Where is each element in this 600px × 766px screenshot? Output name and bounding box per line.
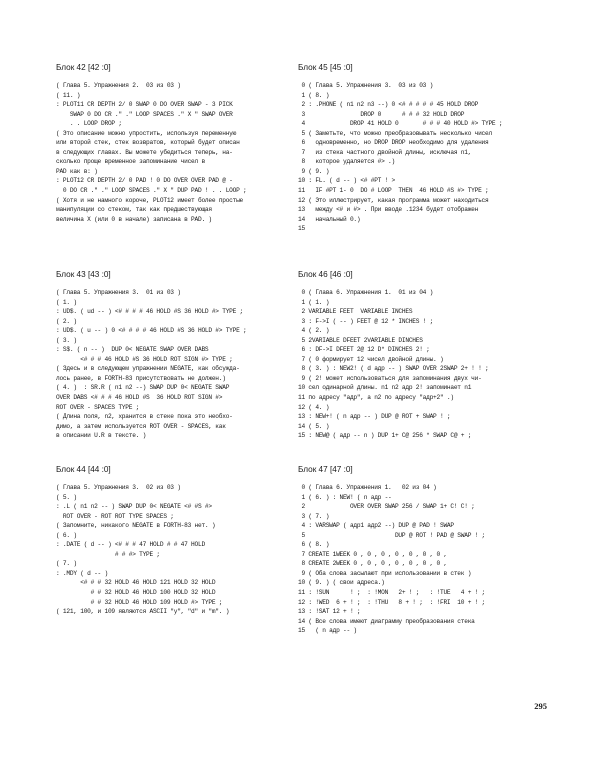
code-line: 10 : FL. ( d -- ) <# #PT ! > <box>298 177 395 185</box>
code-line: ( Здесь и в следующем упражнении NEGATE, как обсужда- <box>56 365 240 373</box>
code-line: 3 DROP 0 # # # 32 HOLD DROP <box>298 110 465 118</box>
code-line: 0 ( Глава 5. Упражнения 3. 03 из 03 ) <box>298 82 434 89</box>
code-line: 8 CREATE 2WEEK 0 , 0 , 0 , 0 , 0 , 0 , 0 , <box>298 560 447 568</box>
block-title: Блок 43 [43 :0] <box>56 270 111 279</box>
code-line: 7 CREATE 1WEEK 0 , 0 , 0 , 0 , 0 , 0 , 0 , <box>298 550 447 558</box>
screen-block-45 <box>298 62 556 234</box>
code-line: . . LOOP DROP ; <box>56 120 122 128</box>
code-line: 15 : NEW@ ( адр -- n ) DUP 1+ C@ 256 * SWAP C@ + ; <box>298 432 472 440</box>
code-line: 15 <box>298 225 305 233</box>
code-line: ( 2. ) <box>56 317 77 325</box>
block-lines <box>56 81 314 224</box>
code-line: 4 ( 2. ) <box>298 327 330 335</box>
block-lines <box>56 483 314 617</box>
code-line: 0 ( Глава 6. Упражнения 1. 02 из 04 ) <box>298 484 437 491</box>
code-line: <# # # 32 HOLD 46 HOLD 121 HOLD 32 HOLD <box>56 579 216 587</box>
code-line: 6 ( 8. ) <box>298 541 330 549</box>
code-line: : PLOT12 CR DEPTH 2/ 0 PAD ! 0 DO OVER OVER PAD @ - <box>56 177 233 185</box>
code-line: 13 между <# и #> . При вводе .1234 будет отображен <box>298 206 479 214</box>
code-line: 5 ( Заметьте, что можно преобразовывать несколько чисел <box>298 129 492 137</box>
block-lines <box>298 483 556 636</box>
code-line: лось ранее, в FORTH-83 присутствовать не должен.) <box>56 374 226 382</box>
code-line: # # 32 HOLD 46 HOLD 100 HOLD 32 HOLD <box>56 589 216 597</box>
code-line: 7 ( 0 формирует 12 чисел двойной длины. ) <box>298 355 444 363</box>
code-line: 11 по адресу "адр", а n2 по адресу "адр+2" .) <box>298 394 454 402</box>
code-line: 1 ( 8. ) <box>298 91 330 99</box>
block-lines <box>298 81 556 234</box>
code-line: 9 ( Оба слова засылают при использовании в стек ) <box>298 569 472 577</box>
code-line: : S$. ( n -- ) DUP 0< NEGATE SWAP OVER DABS <box>56 346 209 354</box>
code-line: 12 ( Это иллюстрирует, какая программа может находиться <box>298 196 489 204</box>
screen-block-42 <box>56 62 314 224</box>
code-line: 5 DUP @ ROT ! PAD @ SWAP ! ; <box>298 531 486 539</box>
code-line: SWAP 0 DO CR ." ." LOOP SPACES ." X " SWAP OVER <box>56 110 233 118</box>
code-line: ( 1. ) <box>56 298 77 306</box>
screen-block-43 <box>56 269 314 441</box>
code-line: ( Запомните, никакого NEGATE в FORTH-83 нет. ) <box>56 522 216 530</box>
code-line: 1 ( 6. ) : NEW! ( n адр -- <box>298 493 392 501</box>
code-line: ROT OVER - SPACES TYPE ; <box>56 403 140 411</box>
code-line: ( 121, 100, и 109 являются ASCII "y", "d" и "m". ) <box>56 608 230 616</box>
block-title: Блок 42 [42 :0] <box>56 63 111 72</box>
screen-block-47 <box>298 464 556 636</box>
code-line: или второй стек, стек возвратов, который будет описан <box>56 139 240 147</box>
code-line: ( 7. ) <box>56 560 77 568</box>
block-title: Блок 47 [47 :0] <box>298 465 353 474</box>
code-line: в следующих главах. Вы можете убедиться теперь, на- <box>56 148 233 156</box>
code-line: ROT OVER - ROT ROT TYPE SPACES ; <box>56 512 174 520</box>
code-line: 1 ( 1. ) <box>298 298 330 306</box>
block-title: Блок 44 [44 :0] <box>56 465 111 474</box>
code-line: OVER DABS <# # # 46 HOLD #S 36 HOLD ROT SIGN #> <box>56 394 223 402</box>
code-line: 8 ( 3. ) : NEW2! ( d адр -- ) SWAP OVER 2SWAP 2+ ! ! ; <box>298 365 489 373</box>
code-line: 13 : !SAT 12 + ! ; <box>298 608 361 616</box>
code-line: : UD$. ( ud -- ) <# # # # 46 HOLD #S 36 HOLD #> TYPE ; <box>56 308 244 316</box>
code-line: 13 : NEW+! ( n адр -- ) DUP @ ROT + SWAP ! ; <box>298 413 451 421</box>
code-line: 9 ( 2! может использоваться для запоминания двух чи- <box>298 374 482 382</box>
code-line: ( 3. ) <box>56 336 77 344</box>
code-line: 14 ( Все слова имеют диаграмму преобразования стека <box>298 617 475 625</box>
screen-block-44 <box>56 464 314 617</box>
block-lines <box>298 288 556 441</box>
screen-block-46 <box>298 269 556 441</box>
code-line: манипуляции со стеком, так как предшествующая <box>56 206 212 214</box>
code-line: 6 : DF->I DFEET 2@ 12 D* DINCHES 2! ; <box>298 346 430 354</box>
code-line: димо, а затем используется ROT OVER - SPACES, как <box>56 422 226 430</box>
code-line: ( Глава 5. Упражнения 2. 03 из 03 ) <box>56 82 181 89</box>
code-line: 6 одновременно, но DROP DROP необходимо для удаления <box>298 139 489 147</box>
code-line: # # 32 HOLD 46 HOLD 109 HOLD #> TYPE ; <box>56 598 223 606</box>
code-line: # # #> TYPE ; <box>56 550 160 558</box>
code-line: : .L ( n1 n2 -- ) SWAP DUP 0< NEGATE <# #S #> <box>56 503 212 511</box>
code-line: 2 OVER OVER SWAP 256 / SWAP 1+ C! C! ; <box>298 503 475 511</box>
block-lines <box>56 288 314 441</box>
code-line: 4 : VARSWAP ( адр1 адр2 --) DUP @ PAD ! SWAP <box>298 522 454 530</box>
code-line: 15 ( n адр -- ) <box>298 627 357 635</box>
code-line: ( 4. ) : SR.R ( n1 n2 --) SWAP DUP 0< NEGATE SWAP <box>56 384 230 392</box>
code-line: : UD$. ( u -- ) 0 <# # # # 46 HOLD #S 36 HOLD #> TYPE ; <box>56 327 247 335</box>
code-line: ( Глава 5. Упражнения 3. 01 из 03 ) <box>56 289 181 296</box>
code-line: 7 из стека частного двойной длины, исключая n1, <box>298 148 472 156</box>
code-line: 9 ( 9. ) <box>298 167 330 175</box>
block-title: Блок 45 [45 :0] <box>298 63 353 72</box>
code-line: 11 : !SUN ! ; : !MON 2+ ! ; : !TUE 4 + ! ; <box>298 589 486 597</box>
code-line: 12 ( 4. ) <box>298 403 330 411</box>
block-title: Блок 46 [46 :0] <box>298 270 353 279</box>
code-line: 10 сел одинарной длины. n1 n2 адр 2! запоминает n1 <box>298 384 472 392</box>
code-line: 4 DROP 41 HOLD 0 # # # 40 HOLD #> TYPE ; <box>298 120 503 128</box>
code-line: ( 11. ) <box>56 91 81 99</box>
code-line: 14 начальный 0.) <box>298 215 361 223</box>
code-line: ( 6. ) <box>56 531 77 539</box>
code-line: 11 IF #PT 1- 0 DO # LOOP THEN 46 HOLD #S #> TYPE ; <box>298 187 489 195</box>
code-line: PAD как в: ) <box>56 167 98 175</box>
code-line: 10 ( 9. ) ( свои адреса.) <box>298 579 385 587</box>
code-line: : PLOT11 CR DEPTH 2/ 0 SWAP 0 DO OVER SWAP - 3 PICK <box>56 101 233 109</box>
code-line: 3 : F->I ( -- ) FEET @ 12 * INCHES ! ; <box>298 317 434 325</box>
code-line: ( Глава 5. Упражнения 3. 02 из 03 ) <box>56 484 181 491</box>
code-line: сколько проще временное запоминание чисел в <box>56 158 205 166</box>
code-line: 0 ( Глава 6. Упражнения 1. 01 из 04 ) <box>298 289 434 296</box>
code-line: в описании U.R в тексте. ) <box>56 432 147 440</box>
code-line: 8 которое удаляется #> .) <box>298 158 395 166</box>
code-line: : .DATE ( d -- ) <# # # 47 HOLD # # 47 HOLD <box>56 541 205 549</box>
code-line: <# # # 46 HOLD #S 36 HOLD ROT SIGN #> TYPE ; <box>56 355 233 363</box>
code-line: 0 DO CR ." ." LOOP SPACES ." X " DUP PAD ! . . LOOP ; <box>56 187 247 195</box>
code-line: 14 ( 5. ) <box>298 422 330 430</box>
code-line: ( Длина поля, n2, хранится в стеке пока это необхо- <box>56 413 233 421</box>
code-line: 3 ( 7. ) <box>298 512 330 520</box>
code-line: 2 VARIABLE FEET VARIABLE INCHES <box>298 308 413 316</box>
code-line: : .MDY ( d -- ) <box>56 569 108 577</box>
page-number: 295 <box>534 701 547 711</box>
code-line: величина X (или 0 в начале) записана в PAD. ) <box>56 215 212 223</box>
code-line: ( Это описание можно упростить, используя переменную <box>56 129 237 137</box>
code-line: 2 : .PHONE ( n1 n2 n3 --) 0 <# # # # # 45 HOLD DROP <box>298 101 479 109</box>
code-line: ( Хотя и не намного короче, PLOT12 имеет более простые <box>56 196 244 204</box>
code-line: ( 5. ) <box>56 493 77 501</box>
code-line: 12 : !WED 6 + ! ; : !THU 8 + ! ; : !FRI 10 + ! ; <box>298 598 486 606</box>
code-line: 5 2VARIABLE DFEET 2VARIABLE DINCHES <box>298 336 423 344</box>
